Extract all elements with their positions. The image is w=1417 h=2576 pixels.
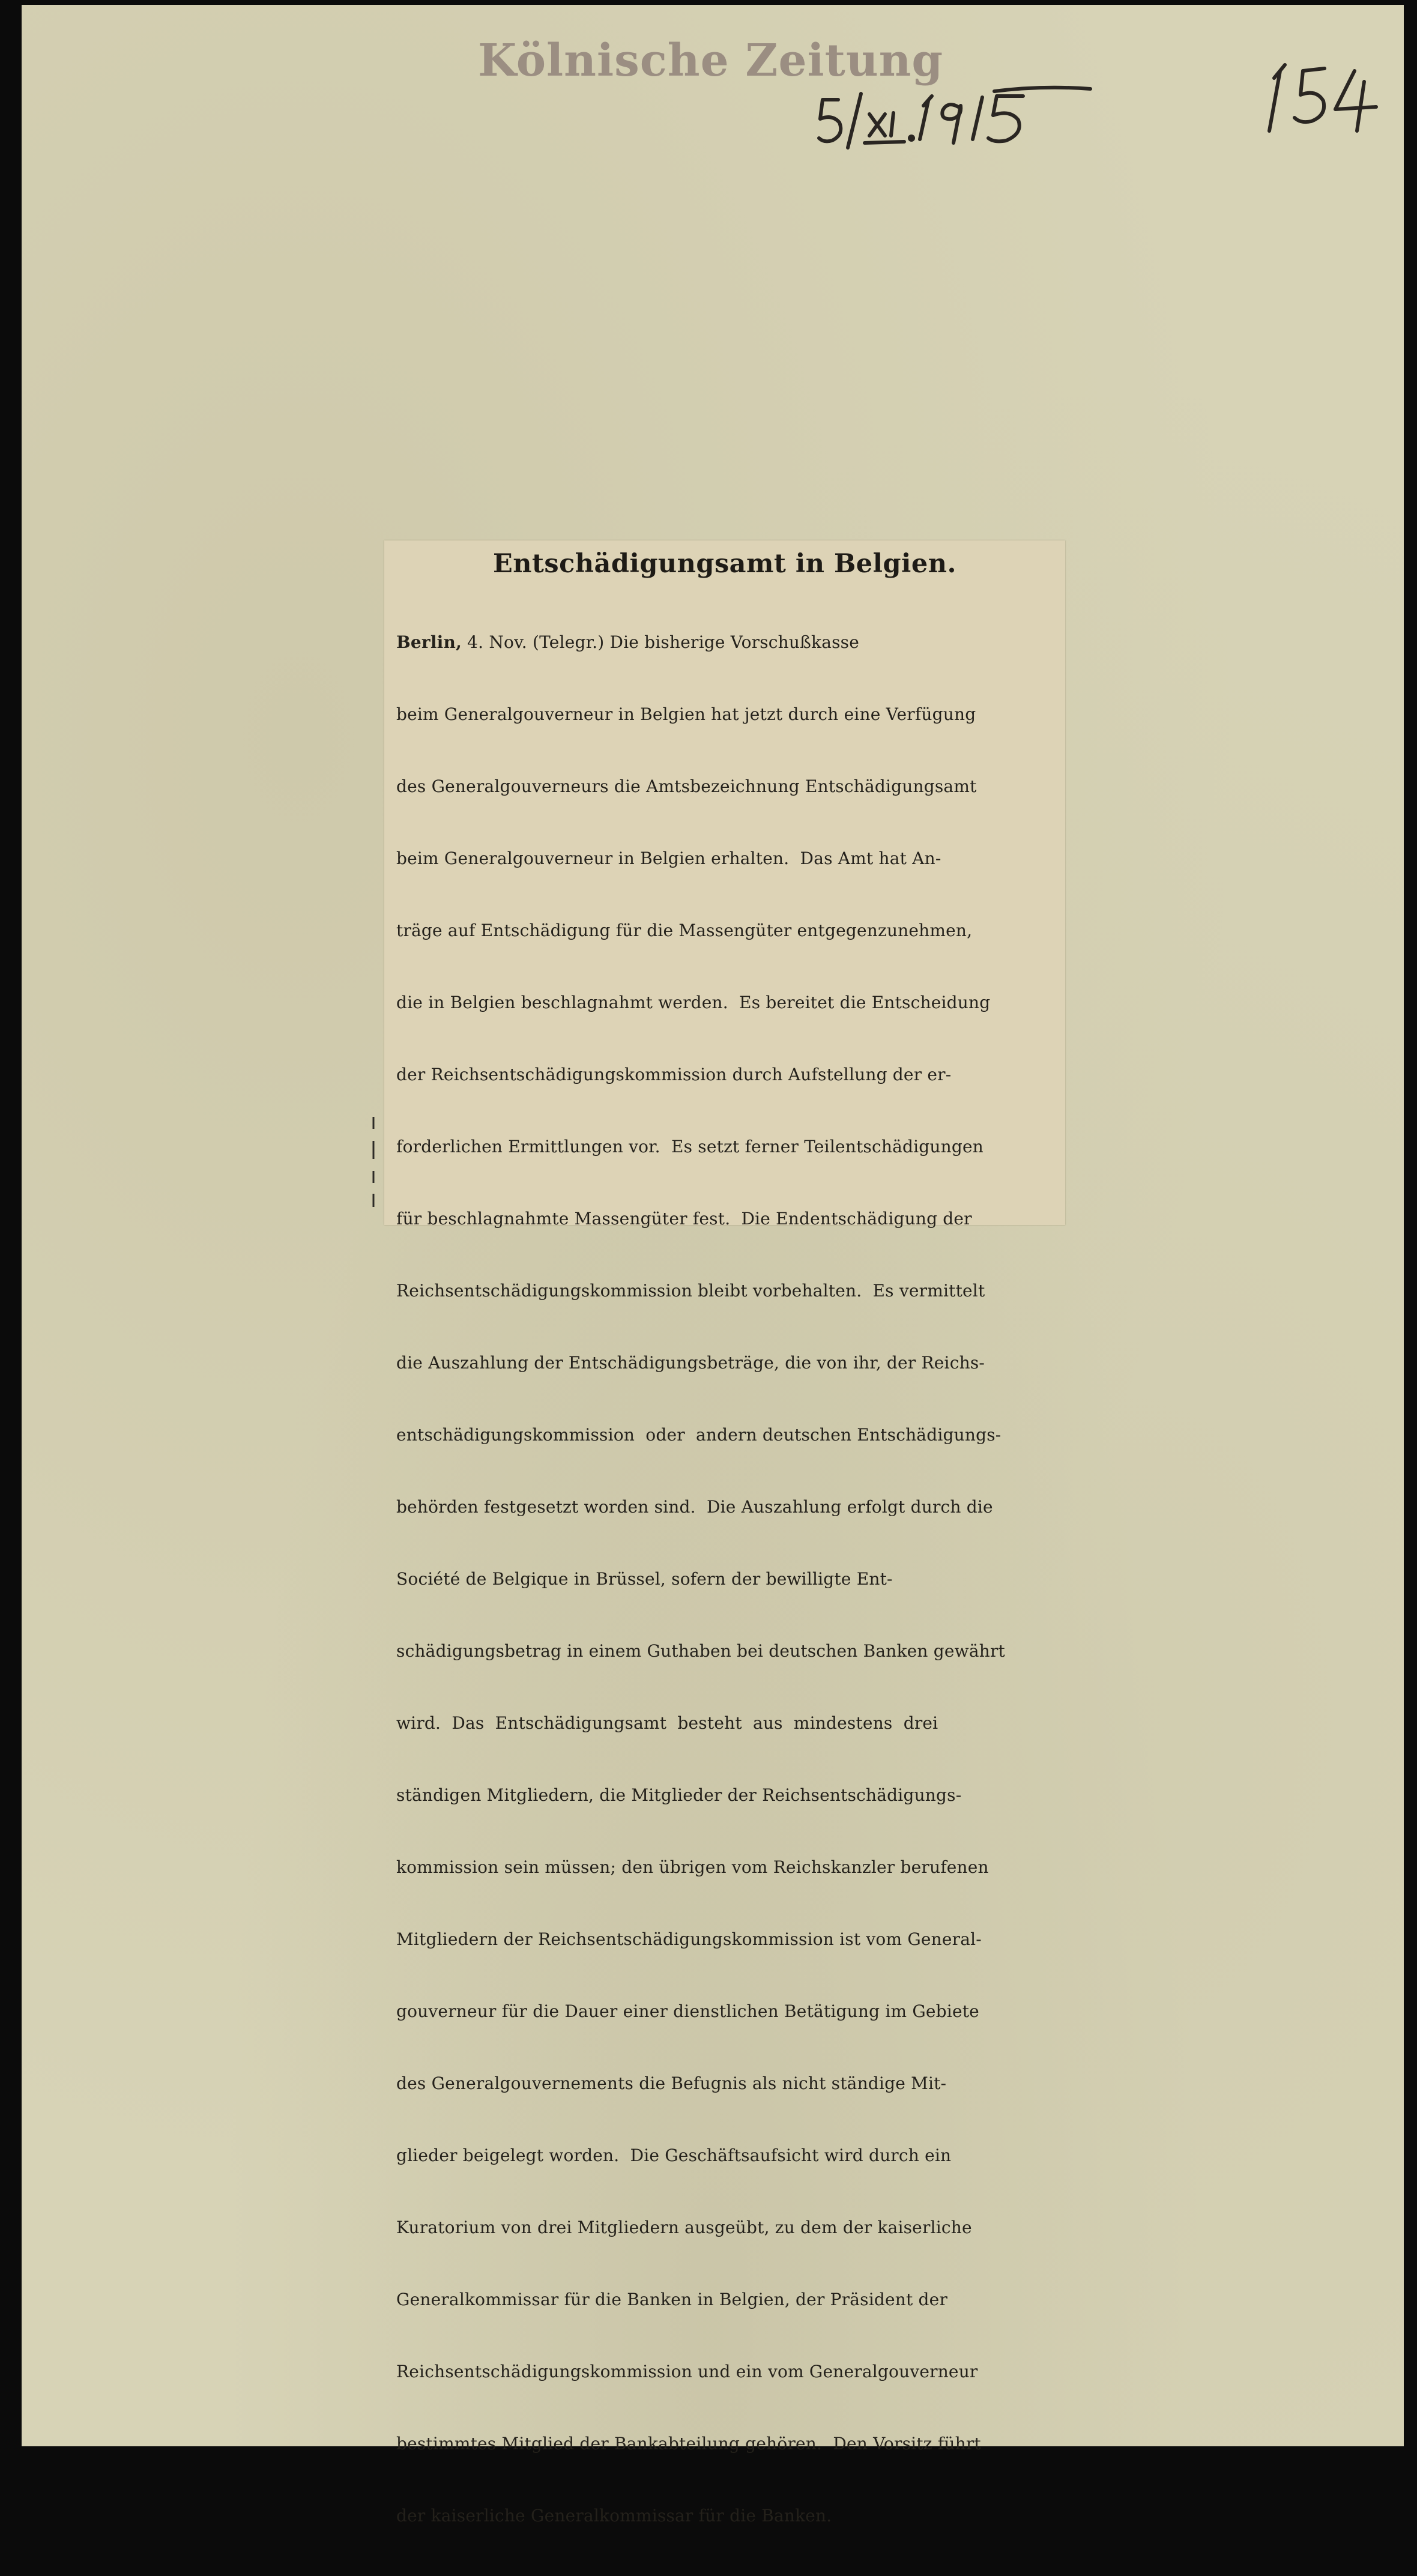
dateline [396,630,1057,655]
article-line: entschädigungskommission oder andern deutschen Entschädigungs- [396,1425,1002,1445]
article-line: Generalkommissar für die Banken in Belgien, der Präsident der [396,2290,948,2309]
article-line: Reichsentschädigungskommission bleibt vorbehalten. Es vermittelt [396,1281,985,1301]
article-line: schädigungsbetrag in einem Guthaben bei deutschen Banken gewährt [396,1641,1005,1661]
article-line: die in Belgien beschlagnahmt werden. Es bereitet die Entscheidung [396,993,991,1012]
newspaper-stamp: Kölnische Zeitung [478,35,944,86]
article-line: die Auszahlung der Entschädigungsbeträge, die von ihr, der Reichs- [396,1353,985,1373]
article-line: glieder beigelegt worden. Die Geschäftsaufsicht wird durch ein [396,2145,952,2165]
article-line: des Generalgouvernements die Befugnis als nicht ständige Mit- [396,2073,947,2093]
dateline-text: 4. Nov. (Telegr.) Die bisherige Vorschußkasse [462,632,860,652]
dateline-place: Berlin, [396,632,462,652]
article-line: Reichsentschädigungskommission und ein vom Generalgouverneur [396,2362,978,2381]
article-line: des Generalgouverneurs die Amtsbezeichnung Entschädigungsamt [396,776,977,796]
article-line: beim Generalgouverneur in Belgien hat jetzt durch eine Verfügung [396,704,976,724]
handwritten-date [814,83,1102,161]
newspaper-clipping [384,540,1065,2526]
article-line: forderlichen Ermittlungen vor. Es setzt ferner Teilentschädigungen [396,1137,984,1156]
article-line: beim Generalgouverneur in Belgien erhalten. Das Amt hat An- [396,848,941,868]
article-line: gouverneur für die Dauer einer dienstlichen Betätigung im Gebiete [396,2001,979,2021]
margin-mark [371,1117,376,1207]
article-line: Société de Belgique in Brüssel, sofern der bewilligte Ent- [396,1569,893,1589]
article-line: kommission sein müssen; den übrigen vom Reichskanzler berufenen [396,1857,989,1877]
article-line: für beschlagnahmte Massengüter fest. Die Endentschädigung der [396,1209,972,1229]
article-line: Mitgliedern der Reichsentschädigungskommission ist vom General- [396,1929,982,1949]
article-line: Kuratorium von drei Mitgliedern ausgeübt, zu dem der kaiserliche [396,2218,972,2237]
article-line: wird. Das Entschädigungsamt besteht aus mindestens drei [396,1713,938,1733]
article-line: der kaiserliche Generalkommissar für die Banken. [396,2506,832,2526]
article-line: der Reichsentschädigungskommission durch Aufstellung der er- [396,1065,952,1084]
clipping-body [396,582,1057,2576]
clipping-headline: Entschädigungsamt in Belgien. [493,549,956,579]
article-line: träge auf Entschädigung für die Massengüter entgegenzunehmen, [396,921,973,940]
article-line: behörden festgesetzt worden sind. Die Auszahlung erfolgt durch die [396,1497,993,1517]
article-line: ständigen Mitgliedern, die Mitglieder der Reichsentschädigungs- [396,1785,962,1805]
article-line: bestimmtes Mitglied der Bankabteilung gehören. Den Vorsitz führt [396,2434,981,2454]
handwritten-folio [1258,47,1385,143]
